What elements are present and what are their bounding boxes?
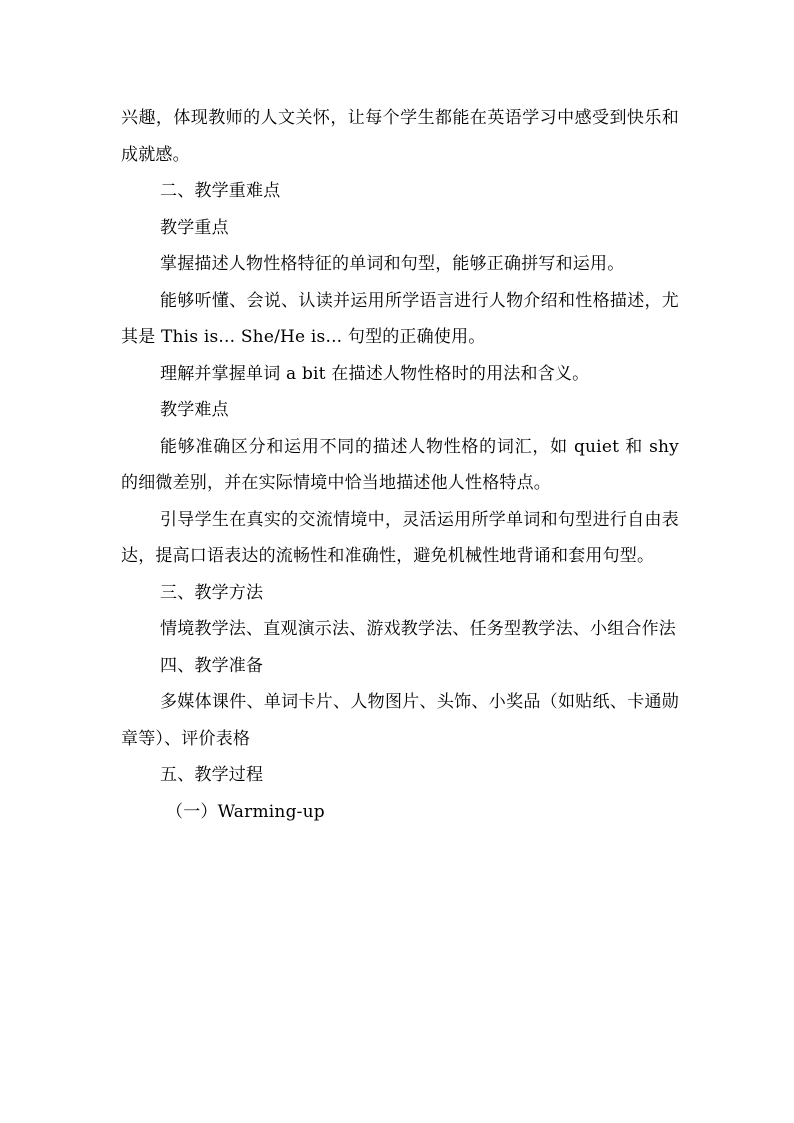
intro-continuation-paragraph: 兴趣，体现教师的人文关怀，让每个学生都能在英语学习中感受到快乐和成就感。	[121, 108, 679, 165]
difficult-point-paragraph-2: 引导学生在真实的交流情境中，灵活运用所学单词和句型进行自由表达，提高口语表达的流畅性和准确性，避免机械性地背诵和套用句型。	[121, 509, 679, 566]
document-body	[121, 100, 679, 830]
section-heading-key-difficult-points: 二、教学重难点	[160, 181, 281, 201]
subsection-heading-warming-up: （一）Warming-up	[166, 801, 325, 822]
difficult-point-paragraph-1: 能够准确区分和运用不同的描述人物性格的词汇，如 quiet 和 shy 的细微差别，并在实际情境中恰当地描述他人性格特点。	[121, 436, 679, 493]
section-heading-teaching-process: 五、教学过程	[160, 765, 264, 785]
section-heading-teaching-methods: 三、教学方法	[160, 582, 264, 603]
key-point-paragraph-3: 理解并掌握单词 a bit 在描述人物性格时的用法和含义。	[160, 363, 590, 384]
key-point-paragraph-2: 能够听懂、会说、认读并运用所学语言进行人物介绍和性格描述，尤其是 This is... She/He is... 句型的正确使用。	[121, 290, 679, 347]
key-point-paragraph-1: 掌握描述人物性格特征的单词和句型，能够正确拼写和运用。	[160, 254, 625, 274]
subheading-key-points: 教学重点	[160, 217, 229, 238]
teaching-methods-paragraph: 情境教学法、直观演示法、游戏教学法、任务型教学法、小组合作法	[160, 619, 676, 639]
subheading-difficult-points: 教学难点	[160, 400, 229, 420]
section-heading-teaching-preparation: 四、教学准备	[160, 655, 264, 676]
teaching-preparation-paragraph: 多媒体课件、单词卡片、人物图片、头饰、小奖品（如贴纸、卡通勋章等）、评价表格	[121, 692, 679, 749]
